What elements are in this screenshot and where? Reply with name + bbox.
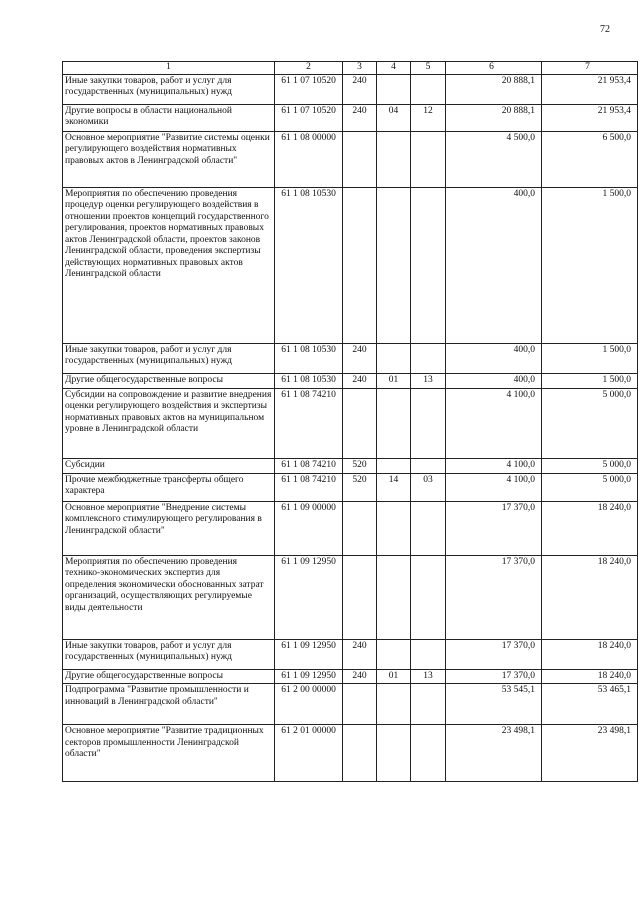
- row-section-cell: [377, 458, 411, 473]
- row-subsection-cell: [411, 343, 446, 373]
- table-row: [63, 501, 638, 555]
- row-section-cell: [377, 74, 411, 104]
- row-expense-type-cell: [343, 131, 377, 187]
- row-expense-type-cell: 240: [343, 104, 377, 131]
- row-amount-year2-cell: 6 500,0: [542, 131, 638, 187]
- row-amount-year2-cell: 18 240,0: [542, 669, 638, 684]
- row-section-cell: [377, 684, 411, 725]
- row-name-cell: Прочие межбюджетные трансферты общего характера: [63, 473, 275, 501]
- row-name-cell: Мероприятия по обеспечению проведения процедур оценки регулирующего воздействия в отношении проектов концепций государственного регулирования, проектов нормативных правовых актов Ленинградской области, проектов законов Ленинградской области, проведения экспертизы действующих нормативных правовых актов Ленинградской области: [63, 187, 275, 343]
- row-name-cell: Субсидии: [63, 458, 275, 473]
- row-amount-year1-cell: 53 545,1: [446, 684, 542, 725]
- row-section-cell: 01: [377, 669, 411, 684]
- row-expense-type-cell: 240: [343, 669, 377, 684]
- row-section-cell: [377, 501, 411, 555]
- row-code-cell: 61 1 08 74210: [275, 388, 343, 458]
- header-col-5: 5: [411, 62, 446, 75]
- row-expense-type-cell: 520: [343, 473, 377, 501]
- row-section-cell: 04: [377, 104, 411, 131]
- row-amount-year1-cell: 4 100,0: [446, 473, 542, 501]
- row-code-cell: 61 2 01 00000: [275, 725, 343, 782]
- row-code-cell: 61 1 08 74210: [275, 458, 343, 473]
- row-expense-type-cell: 240: [343, 74, 377, 104]
- row-amount-year2-cell: 5 000,0: [542, 458, 638, 473]
- row-name-cell: Мероприятия по обеспечению проведения технико-экономических экспертиз для определения экономически обоснованных затрат организаций, осуществляющих регулируемые виды деятельности: [63, 555, 275, 639]
- row-amount-year2-cell: 1 500,0: [542, 343, 638, 373]
- row-amount-year2-cell: 5 000,0: [542, 388, 638, 458]
- page-number: 72: [600, 24, 610, 35]
- row-amount-year1-cell: 400,0: [446, 373, 542, 388]
- row-code-cell: 61 1 09 00000: [275, 501, 343, 555]
- row-code-cell: 61 1 07 10520: [275, 104, 343, 131]
- row-amount-year1-cell: 400,0: [446, 187, 542, 343]
- row-name-cell: Другие общегосударственные вопросы: [63, 373, 275, 388]
- table-row: [63, 104, 638, 131]
- table-row: [63, 74, 638, 104]
- table-header-row: [63, 62, 638, 75]
- row-subsection-cell: 03: [411, 473, 446, 501]
- table-row: [63, 388, 638, 458]
- row-amount-year2-cell: 21 953,4: [542, 104, 638, 131]
- row-subsection-cell: [411, 684, 446, 725]
- row-amount-year1-cell: 4 100,0: [446, 458, 542, 473]
- row-amount-year2-cell: 5 000,0: [542, 473, 638, 501]
- table-row: [63, 639, 638, 669]
- row-expense-type-cell: [343, 187, 377, 343]
- row-amount-year1-cell: 23 498,1: [446, 725, 542, 782]
- row-section-cell: [377, 725, 411, 782]
- row-section-cell: [377, 639, 411, 669]
- row-code-cell: 61 1 09 12950: [275, 555, 343, 639]
- table-row: [63, 187, 638, 343]
- table-row: [63, 458, 638, 473]
- row-section-cell: 14: [377, 473, 411, 501]
- row-subsection-cell: 13: [411, 373, 446, 388]
- table-row: [63, 343, 638, 373]
- table-row: [63, 131, 638, 187]
- row-expense-type-cell: 240: [343, 373, 377, 388]
- row-code-cell: 61 1 09 12950: [275, 669, 343, 684]
- row-section-cell: [377, 388, 411, 458]
- row-amount-year2-cell: 18 240,0: [542, 501, 638, 555]
- row-amount-year2-cell: 18 240,0: [542, 639, 638, 669]
- row-name-cell: Основное мероприятие "Внедрение системы комплексного стимулирующего регулирования в Ленинградской области": [63, 501, 275, 555]
- row-name-cell: Подпрограмма "Развитие промышленности и инноваций в Ленинградской области": [63, 684, 275, 725]
- row-expense-type-cell: 520: [343, 458, 377, 473]
- row-amount-year1-cell: 4 100,0: [446, 388, 542, 458]
- row-subsection-cell: [411, 458, 446, 473]
- header-col-4: 4: [377, 62, 411, 75]
- row-subsection-cell: [411, 555, 446, 639]
- table-row: [63, 684, 638, 725]
- row-section-cell: 01: [377, 373, 411, 388]
- table-row: [63, 669, 638, 684]
- row-amount-year2-cell: 1 500,0: [542, 187, 638, 343]
- row-name-cell: Иные закупки товаров, работ и услуг для государственных (муниципальных) нужд: [63, 639, 275, 669]
- header-col-6: 6: [446, 62, 542, 75]
- row-code-cell: 61 2 00 00000: [275, 684, 343, 725]
- row-name-cell: Другие общегосударственные вопросы: [63, 669, 275, 684]
- row-amount-year2-cell: 23 498,1: [542, 725, 638, 782]
- row-subsection-cell: 13: [411, 669, 446, 684]
- table-row: [63, 555, 638, 639]
- row-section-cell: [377, 187, 411, 343]
- row-code-cell: 61 1 08 74210: [275, 473, 343, 501]
- row-amount-year1-cell: 400,0: [446, 343, 542, 373]
- row-expense-type-cell: [343, 684, 377, 725]
- row-amount-year1-cell: 17 370,0: [446, 669, 542, 684]
- row-code-cell: 61 1 08 00000: [275, 131, 343, 187]
- row-expense-type-cell: 240: [343, 343, 377, 373]
- table-row: [63, 473, 638, 501]
- header-col-7: 7: [542, 62, 638, 75]
- header-col-1: 1: [63, 62, 275, 75]
- row-section-cell: [377, 555, 411, 639]
- row-subsection-cell: [411, 187, 446, 343]
- row-name-cell: Иные закупки товаров, работ и услуг для государственных (муниципальных) нужд: [63, 74, 275, 104]
- row-section-cell: [377, 131, 411, 187]
- header-col-2: 2: [275, 62, 343, 75]
- row-amount-year2-cell: 53 465,1: [542, 684, 638, 725]
- row-amount-year1-cell: 17 370,0: [446, 501, 542, 555]
- row-amount-year1-cell: 17 370,0: [446, 555, 542, 639]
- row-amount-year1-cell: 4 500,0: [446, 131, 542, 187]
- row-subsection-cell: 12: [411, 104, 446, 131]
- row-code-cell: 61 1 08 10530: [275, 343, 343, 373]
- row-expense-type-cell: 240: [343, 639, 377, 669]
- row-amount-year2-cell: 21 953,4: [542, 74, 638, 104]
- row-name-cell: Другие вопросы в области национальной экономики: [63, 104, 275, 131]
- row-name-cell: Основное мероприятие "Развитие традиционных секторов промышленности Ленинградской области": [63, 725, 275, 782]
- row-amount-year1-cell: 20 888,1: [446, 74, 542, 104]
- row-code-cell: 61 1 08 10530: [275, 187, 343, 343]
- row-code-cell: 61 1 09 12950: [275, 639, 343, 669]
- row-expense-type-cell: [343, 555, 377, 639]
- row-amount-year1-cell: 20 888,1: [446, 104, 542, 131]
- budget-table: [62, 61, 638, 782]
- row-subsection-cell: [411, 639, 446, 669]
- row-expense-type-cell: [343, 725, 377, 782]
- row-section-cell: [377, 343, 411, 373]
- row-subsection-cell: [411, 388, 446, 458]
- row-subsection-cell: [411, 725, 446, 782]
- row-amount-year1-cell: 17 370,0: [446, 639, 542, 669]
- row-expense-type-cell: [343, 501, 377, 555]
- row-amount-year2-cell: 18 240,0: [542, 555, 638, 639]
- header-col-3: 3: [343, 62, 377, 75]
- row-name-cell: Иные закупки товаров, работ и услуг для государственных (муниципальных) нужд: [63, 343, 275, 373]
- row-subsection-cell: [411, 74, 446, 104]
- row-code-cell: 61 1 07 10520: [275, 74, 343, 104]
- table-row: [63, 373, 638, 388]
- row-name-cell: Основное мероприятие "Развитие системы оценки регулирующего воздействия нормативных правовых актов в Ленинградской области": [63, 131, 275, 187]
- row-amount-year2-cell: 1 500,0: [542, 373, 638, 388]
- row-subsection-cell: [411, 131, 446, 187]
- row-expense-type-cell: [343, 388, 377, 458]
- table-row: [63, 725, 638, 782]
- row-name-cell: Субсидии на сопровождение и развитие внедрения оценки регулирующего воздействия и экспертизы нормативных правовых актов на муниципальном уровне в Ленинградской области: [63, 388, 275, 458]
- row-subsection-cell: [411, 501, 446, 555]
- row-code-cell: 61 1 08 10530: [275, 373, 343, 388]
